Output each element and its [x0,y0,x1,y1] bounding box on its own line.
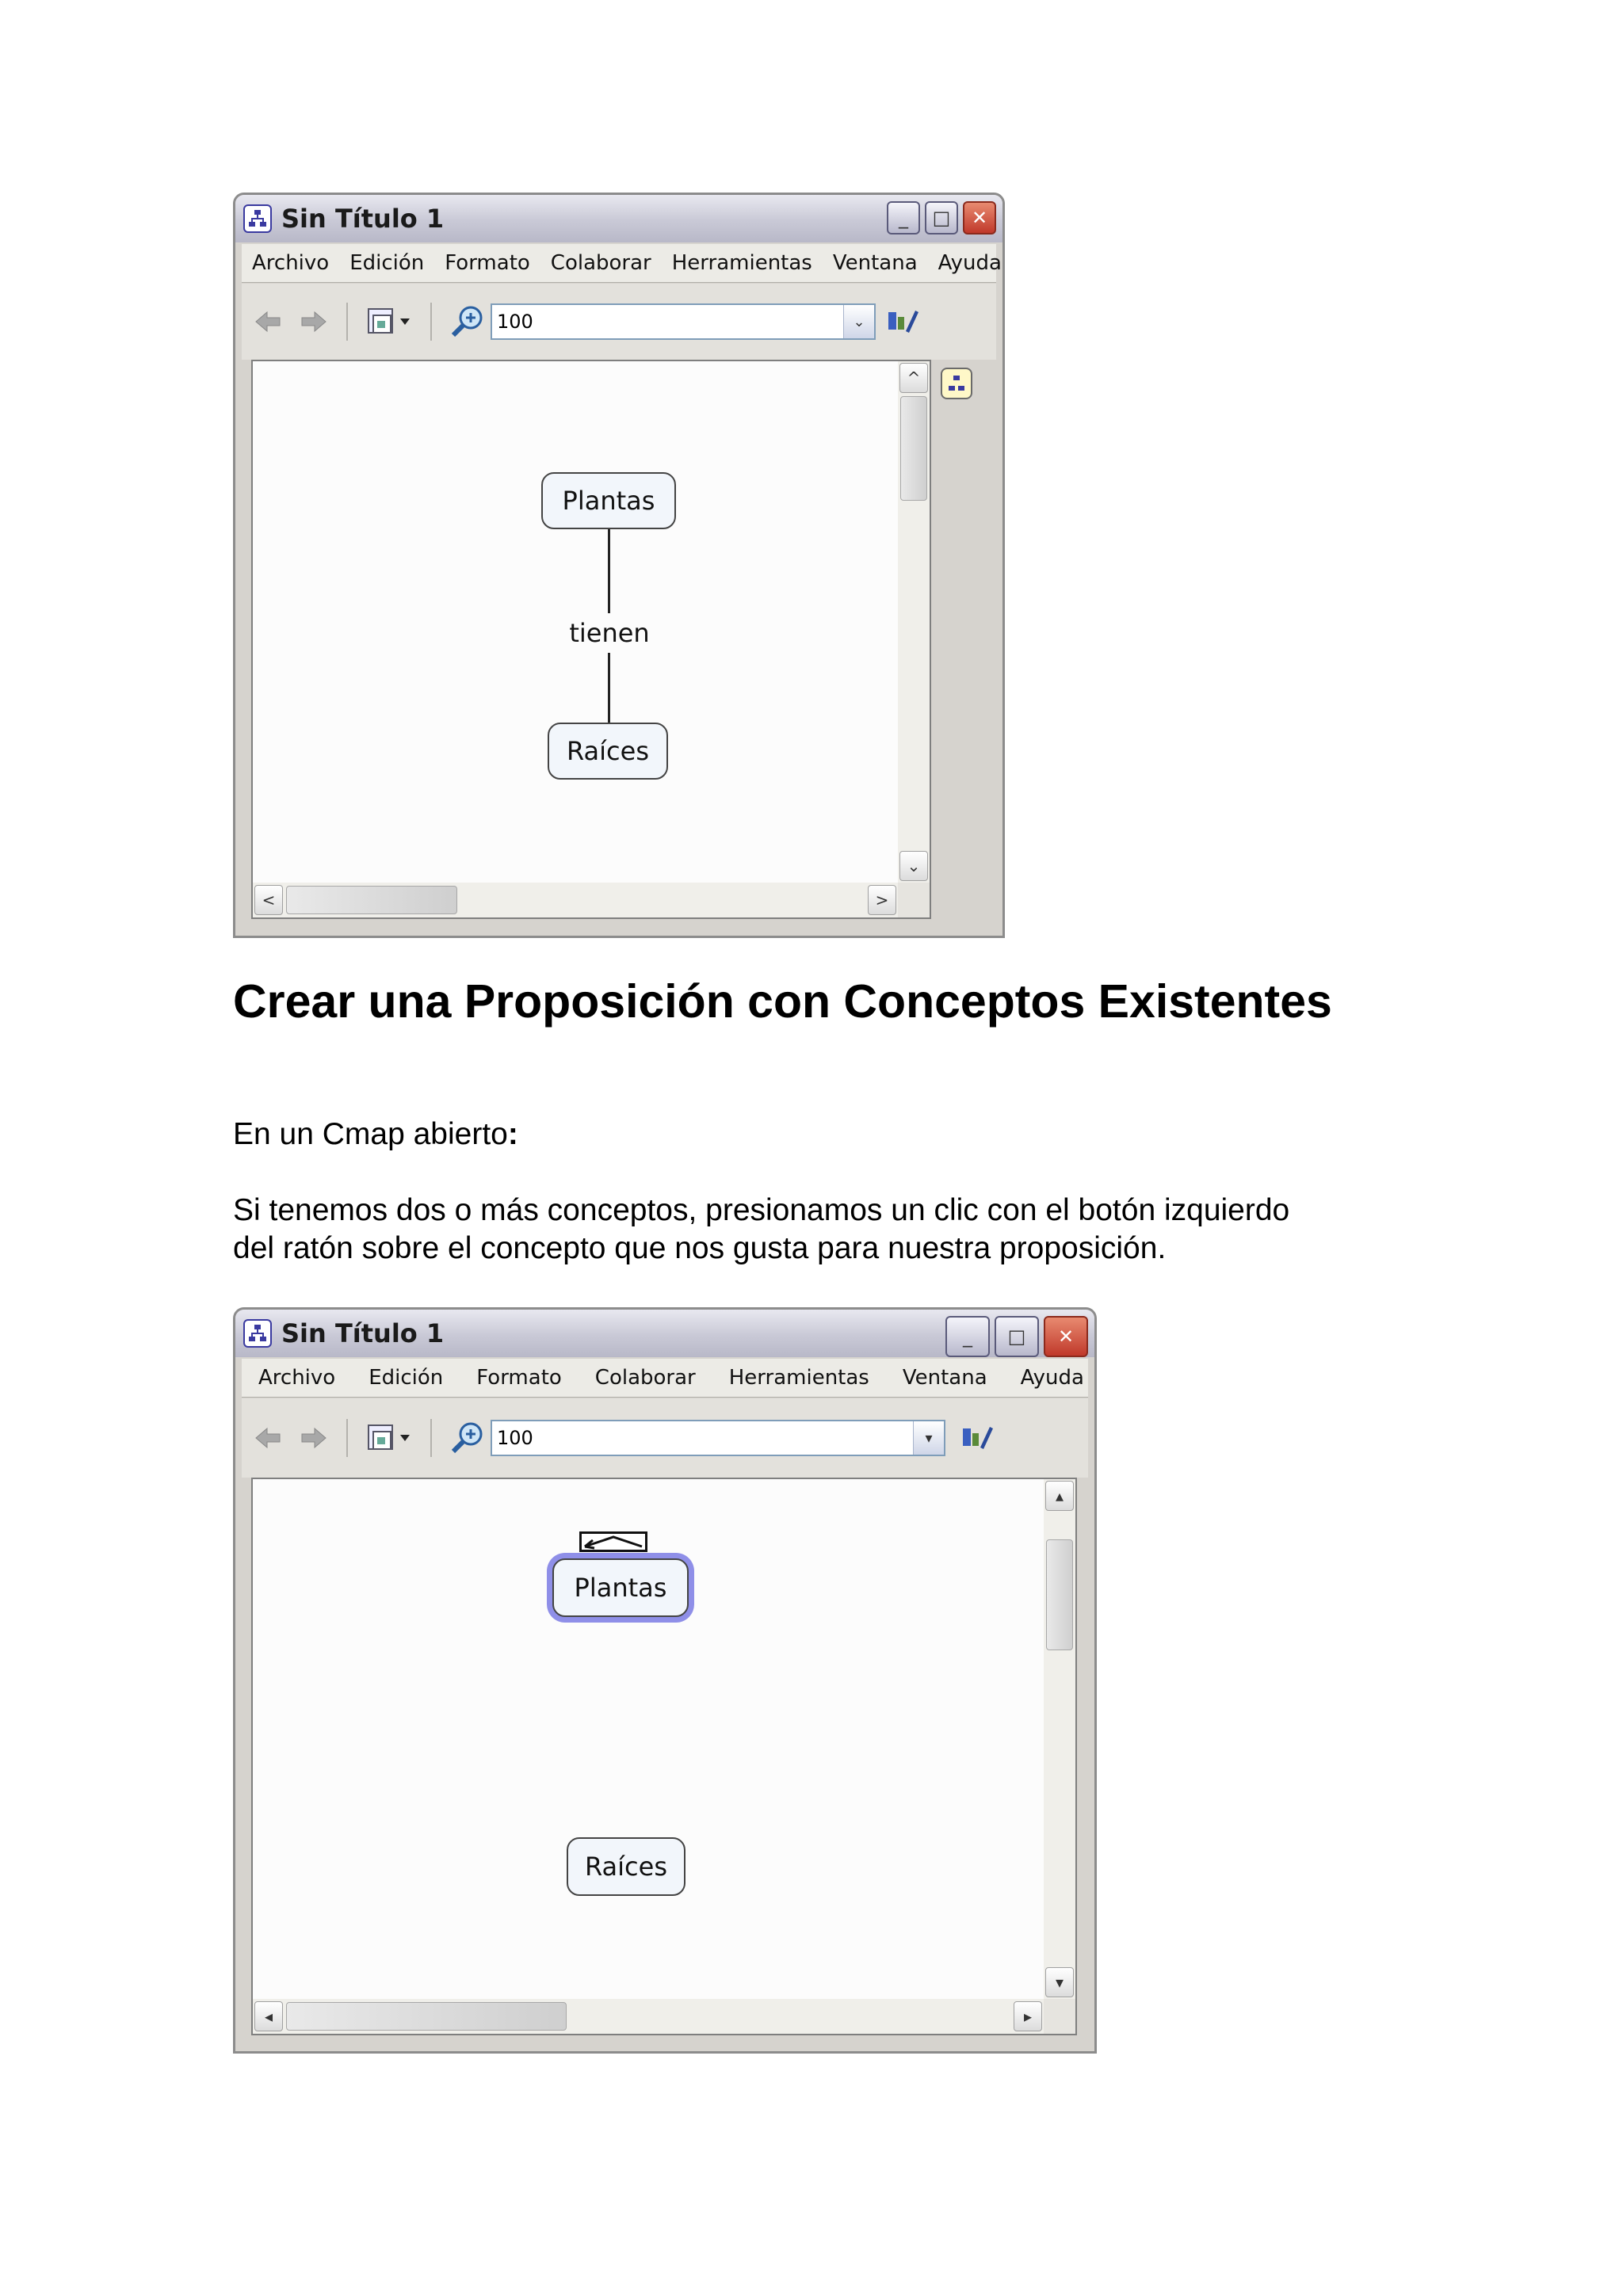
menu-formato[interactable]: Formato [445,251,530,275]
intro-text: En un Cmap abierto [233,1117,508,1151]
instruction-line-2: del ratón sobre el concepto que nos gusta para nuestra proposición. [233,1231,1167,1265]
title-bar [235,1310,1094,1357]
scroll-up-button[interactable]: ▴ [1045,1481,1074,1511]
menu-ventana[interactable]: Ventana [832,251,918,275]
title-bar [235,195,1002,242]
menu-formato[interactable]: Formato [476,1366,562,1390]
scroll-down-button[interactable]: ⌄ [899,851,928,881]
instruction-paragraph [233,1192,1289,1268]
cmap-window-1 [233,193,1005,938]
window-title: Sin Título 1 [281,1318,445,1348]
minimize-button[interactable]: _ [945,1316,990,1357]
menu-colaborar[interactable]: Colaborar [594,1366,696,1390]
link-line-upper [608,529,610,613]
maximize-button[interactable]: □ [925,201,958,235]
vertical-scroll-thumb[interactable] [1046,1539,1073,1650]
app-cmap-icon [243,1319,272,1348]
format-styles-icon[interactable] [885,306,920,338]
zoom-combobox[interactable] [491,303,876,340]
concept-raices[interactable]: Raíces [548,723,668,780]
toolbar-separator [346,1419,348,1457]
scroll-corner [898,883,930,917]
menu-edicion[interactable]: Edición [369,1366,444,1390]
link-drag-handle[interactable] [579,1531,647,1552]
cmap-canvas[interactable] [251,360,931,919]
menu-herramientas[interactable]: Herramientas [671,251,812,275]
view-icon[interactable] [365,304,413,339]
vertical-scroll-thumb[interactable] [900,396,927,501]
forward-arrow-icon[interactable] [297,1422,329,1454]
horizontal-scrollbar[interactable] [253,1999,1044,2034]
scroll-right-button[interactable]: > [868,885,896,915]
format-styles-icon[interactable] [960,1422,995,1454]
concept-raices[interactable]: Raíces [567,1837,685,1896]
scroll-up-button[interactable]: ^ [899,363,928,393]
menu-bar [242,1359,1088,1398]
cmap-window-2 [233,1307,1097,2054]
intro-colon: : [507,1117,518,1151]
horizontal-scroll-thumb[interactable] [286,886,457,914]
zoom-value: 100 [497,311,533,333]
link-line-lower [608,653,610,724]
forward-arrow-icon[interactable] [297,306,329,338]
concept-plantas-selected[interactable]: Plantas [552,1558,689,1617]
intro-paragraph [233,1116,518,1154]
view-icon[interactable] [365,1421,413,1455]
menu-archivo[interactable]: Archivo [258,1366,336,1390]
chevron-down-icon[interactable]: ⌄ [843,305,874,338]
app-cmap-icon [243,204,272,233]
toolbar [242,284,996,360]
menu-ayuda[interactable]: Ayuda [1020,1366,1084,1390]
section-heading: Crear una Proposición con Conceptos Existentes [233,975,1332,1028]
menu-bar [242,244,1002,283]
concept-plantas[interactable]: Plantas [541,472,676,529]
minimize-button[interactable]: _ [887,201,920,235]
horizontal-scrollbar[interactable] [253,883,898,917]
toolbar-separator [430,303,432,341]
toolbar-separator [430,1419,432,1457]
close-button[interactable]: ✕ [963,201,996,235]
vertical-scrollbar[interactable] [898,361,930,883]
menu-ayuda[interactable]: Ayuda [938,251,1002,275]
cmap-canvas[interactable] [251,1478,1077,2035]
menu-edicion[interactable]: Edición [349,251,425,275]
vertical-scrollbar[interactable] [1044,1479,1075,1999]
menu-ventana[interactable]: Ventana [902,1366,987,1390]
menu-archivo[interactable]: Archivo [252,251,330,275]
scroll-corner [1044,1999,1075,2034]
menu-herramientas[interactable]: Herramientas [728,1366,869,1390]
toolbar-separator [346,303,348,341]
menu-colaborar[interactable]: Colaborar [550,251,651,275]
scroll-left-button[interactable]: ◂ [254,2001,283,2031]
zoom-value: 100 [497,1427,533,1449]
back-arrow-icon[interactable] [253,1422,285,1454]
zoom-icon[interactable] [449,1420,486,1456]
back-arrow-icon[interactable] [253,306,285,338]
linking-phrase[interactable]: tienen [556,613,663,653]
scroll-right-button[interactable]: ▸ [1014,2001,1042,2031]
zoom-combobox[interactable] [491,1420,945,1456]
window-title: Sin Título 1 [281,204,445,234]
instruction-line-1: Si tenemos dos o más conceptos, presionamos un clic con el botón izquierdo [233,1193,1290,1227]
toolbar [242,1398,1088,1478]
horizontal-scroll-thumb[interactable] [286,2002,567,2031]
zoom-icon[interactable] [449,303,486,340]
side-panel-icon[interactable] [941,368,972,399]
scroll-left-button[interactable]: < [254,885,283,915]
chevron-down-icon[interactable]: ▾ [913,1421,944,1455]
maximize-button[interactable]: □ [995,1316,1039,1357]
close-button[interactable]: ✕ [1044,1316,1088,1357]
scroll-down-button[interactable]: ▾ [1045,1967,1074,1997]
